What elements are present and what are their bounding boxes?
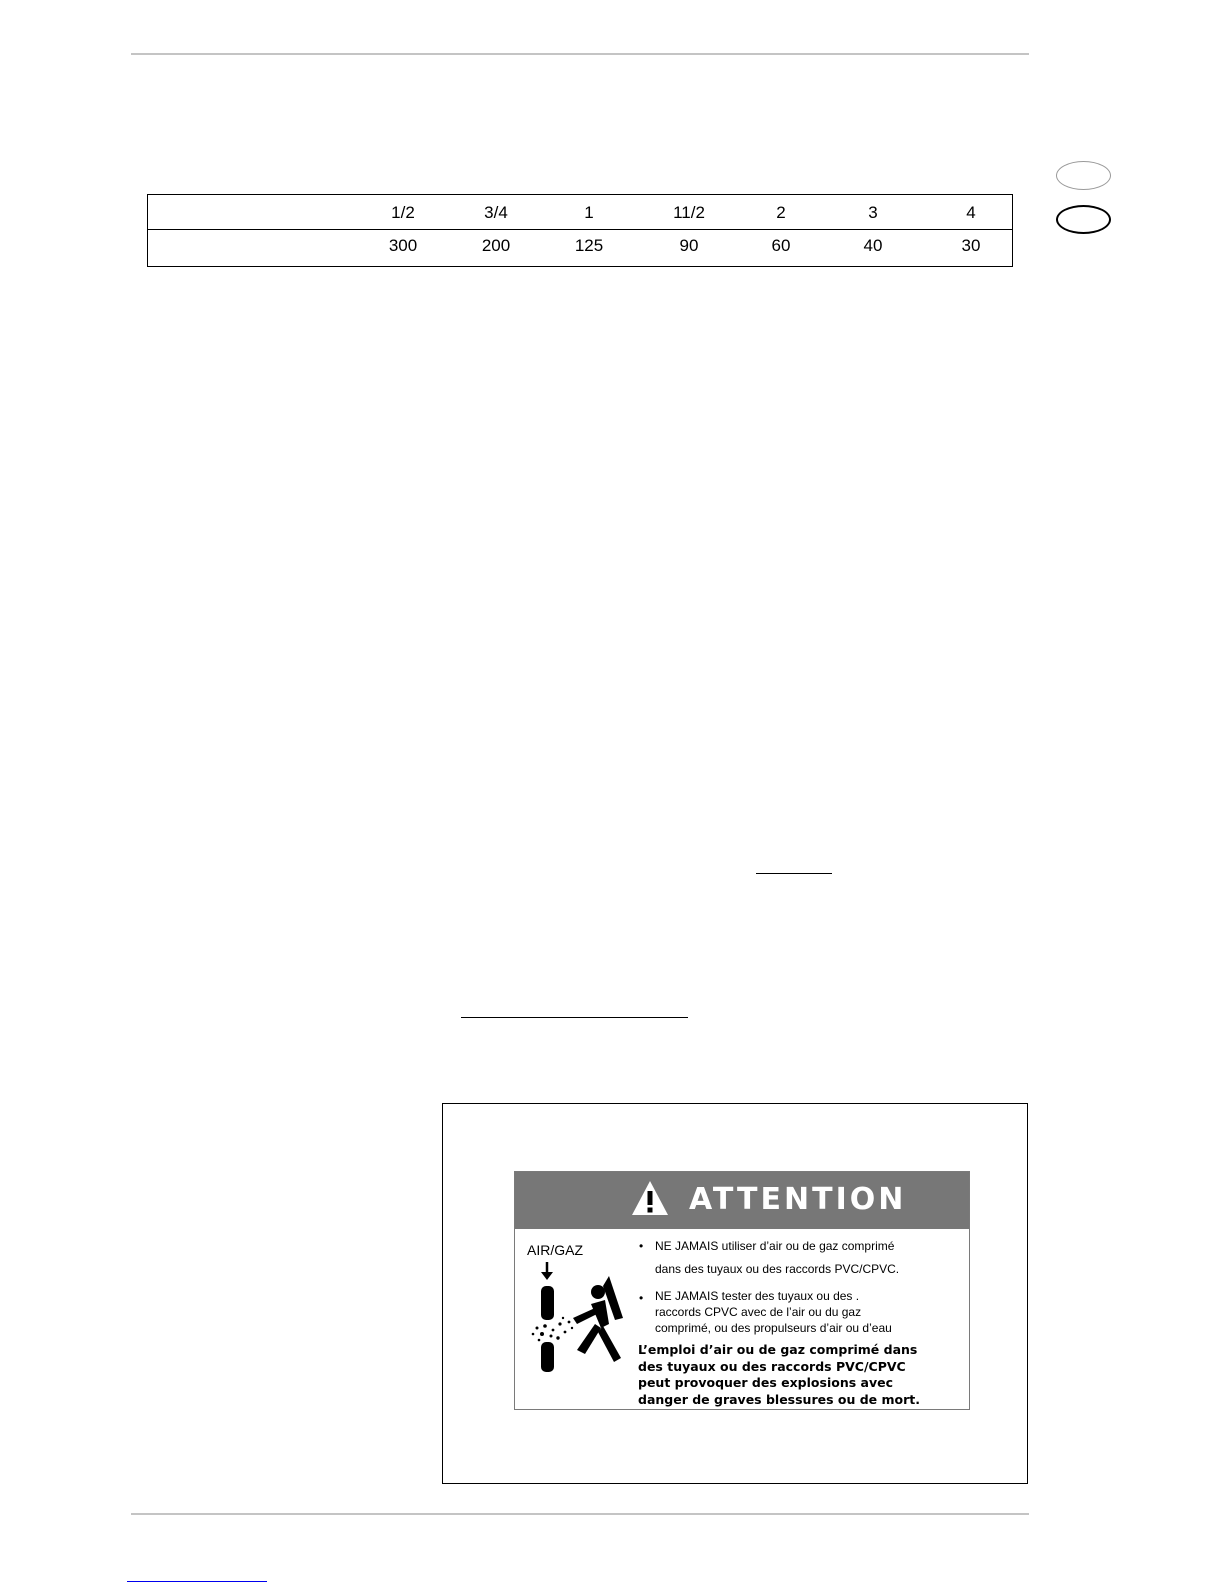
warning-consequence-text (638, 1342, 958, 1408)
header-rule (131, 53, 1029, 55)
warning-text-line: danger de graves blessures ou de mort. (638, 1391, 921, 1407)
warning-text-line: L’emploi d’air ou de gaz comprimé dans (638, 1342, 918, 1357)
table-cell: 90 (679, 236, 699, 255)
bullet-text: NE JAMAIS utiliser d’air ou de gaz comprimé (655, 1239, 895, 1253)
underline-mark (756, 873, 832, 874)
warning-label: ATTENTION AIR/GAZ • NE JAMAIS utiliser d’air ou de gaz comprimé dans des tuyaux ou des raccords PVC/CPVC. • NE JAMAIS tester des tuyaux ou des . raccords CPVC avec de l’air ou du gaz comprimé, ou des propulseurs d’air ou d’eau L’emploi d’air ou de gaz comprimé dans des tuyaux ou des raccords PVC/CPVC peut provoquer des explosions avec danger de graves blessures ou de mort. (514, 1171, 970, 1410)
warning-text-line: peut provoquer des explosions avec (638, 1375, 893, 1390)
table-row-divider (148, 229, 1012, 230)
table-cell: 1 (584, 203, 594, 222)
table-cell: 300 (388, 236, 418, 255)
pipe-explosion-icon (525, 1262, 631, 1372)
bullet-text: raccords CPVC avec de l’air ou du gaz (655, 1305, 862, 1319)
bullet-text: comprimé, ou des propulseurs d’air ou d’eau (655, 1321, 892, 1335)
language-tab-inactive[interactable] (1056, 161, 1111, 190)
language-tab-active[interactable] (1056, 205, 1111, 234)
table-cell: 40 (863, 236, 883, 255)
warning-title: ATTENTION (689, 1182, 907, 1217)
table-cell: 3 (868, 203, 878, 222)
pipe-size-table (147, 194, 1013, 267)
warning-text-line: des tuyaux ou des raccords PVC/CPVC (638, 1358, 906, 1374)
table-cell: 125 (574, 236, 604, 255)
table-cell: 60 (771, 236, 791, 255)
bullet-text: NE JAMAIS tester des tuyaux ou des . (655, 1289, 860, 1303)
table-cell: 4 (966, 203, 976, 222)
pictogram-caption: AIR/GAZ (527, 1242, 584, 1258)
table-cell: 2 (776, 203, 786, 222)
table-cell: 11/2 (673, 203, 705, 222)
warning-label-header (515, 1172, 969, 1229)
underline-mark (461, 1017, 688, 1018)
table-cell: 200 (481, 236, 511, 255)
warning-triangle-icon (631, 1180, 669, 1216)
table-cell: 1/2 (391, 203, 415, 222)
footer-rule (131, 1513, 1029, 1515)
table-cell: 30 (961, 236, 981, 255)
table-cell: 3/4 (484, 203, 508, 222)
footer-link[interactable] (127, 1581, 267, 1582)
bullet-text: dans des tuyaux ou des raccords PVC/CPVC. (655, 1262, 900, 1276)
